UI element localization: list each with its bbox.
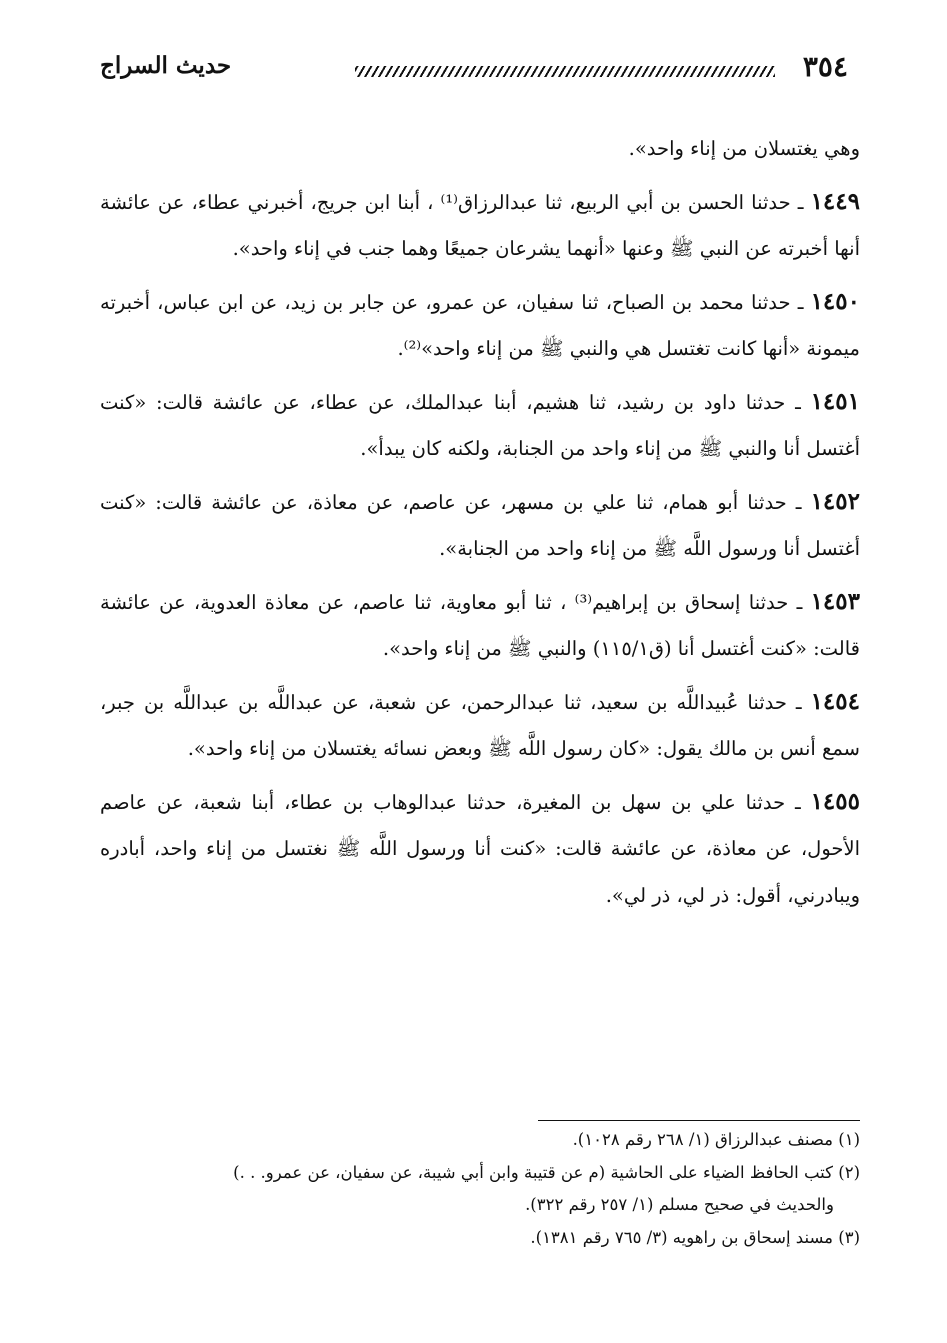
hadith-1452 [100,479,860,573]
header-hatch-rule [355,66,775,77]
hadith-number: ١٤٥٣ [810,587,860,615]
hadith-body: ـ حدثنا الحسن بن أبي الربيع، ثنا عبدالرزاق⁽¹⁾ ، أبنا ابن جريج، أخبرني عطاء، عن عائشة أنها أخبرته عن النبي ﷺ وعنها «أنهما يشرعان جميعًا وهما جنب في إناء واحد». [100,190,860,260]
hadith-body: ـ حدثنا داود بن رشيد، ثنا هشيم، أبنا عبدالملك، عن عطاء، عن عائشة قالت: «كنت أغتسل أنا والنبي ﷺ من إناء واحد من الجنابة، ولكنه كان يبدأ». [100,390,860,460]
hadith-number: ١٤٥٢ [810,487,860,515]
hadith-body: ـ حدثنا محمد بن الصباح، ثنا سفيان، عن عمرو، عن جابر بن زيد، عن ابن عباس، أخبرته ميمونة «أنها كانت تغتسل هي والنبي ﷺ من إناء واحد»⁽²⁾. [100,290,860,360]
hadith-1453 [100,579,860,673]
hadith-1450 [100,279,860,373]
hadith-number: ١٤٥٤ [810,687,860,715]
footnote-3: (٣) مسند إسحاق بن راهويه (٣/ ٧٦٥ رقم ١٣٨١). [530,1227,860,1247]
paragraph-continuation [100,126,860,173]
hadith-number: ١٤٤٩ [810,187,860,215]
hadith-number: ١٤٥١ [810,387,860,415]
hadith-1455 [100,779,860,920]
page-header [100,48,848,92]
footnotes [100,1124,860,1254]
hadith-text [100,126,860,919]
hadith-body: ـ حدثنا إسحاق بن إبراهيم⁽³⁾ ، ثنا أبو معاوية، ثنا عاصم، عن معاذة العدوية، عن عائشة قالت: «كنت أغتسل أنا (ق١١٥/١) والنبي ﷺ من إناء واحد». [100,590,860,660]
footnote-1: (١) مصنف عبدالرزاق (١/ ٢٦٨ رقم ١٠٢٨). [572,1130,860,1149]
hadith-number: ١٤٥٥ [810,787,860,815]
hadith-body: ـ حدثنا عُبيداللَّه بن سعيد، ثنا عبدالرحمن، عن شعبة، عن عبداللَّه بن عبداللَّه بن جبر، سمع أنس بن مالك يقول: «كان رسول اللَّه ﷺ وبعض نسائه يغتسلان من إناء واحد». [100,690,860,760]
hadith-1454 [100,679,860,773]
hadith-1451 [100,379,860,473]
hadith-number: ١٤٥٠ [810,287,860,315]
hadith-1449 [100,179,860,273]
hadith-body: ـ حدثنا أبو همام، ثنا علي بن مسهر، عن عاصم، عن معاذة، عن عائشة قالت: «كنت أغتسل أنا ورسول اللَّه ﷺ من إناء واحد من الجنابة». [100,490,860,560]
footnote-2-continuation: والحديث في صحيح مسلم (١/ ٢٥٧ رقم ٣٢٢). [525,1195,834,1214]
hadith-body: ـ حدثنا علي بن سهل بن المغيرة، حدثنا عبدالوهاب بن عطاء، أبنا شعبة، عن عاصم الأحول، عن معاذة، عن عائشة قالت: «كنت أنا ورسول اللَّه ﷺ نغتسل من إناء واحد، أبادره ويبادرني، أقول: ذر لي، ذر لي». [100,790,860,907]
footnote-separator [538,1120,860,1121]
paragraph-text: وهي يغتسلان من إناء واحد». [628,137,860,160]
running-title: حديث السراج [100,52,232,79]
page-number: ٣٥٤ [802,50,848,83]
footnote-2: (٢) كتب الحافظ الضياء على الحاشية (م عن قتيبة وابن أبي شيبة، عن سفيان، عن عمرو. . .) [233,1162,860,1182]
